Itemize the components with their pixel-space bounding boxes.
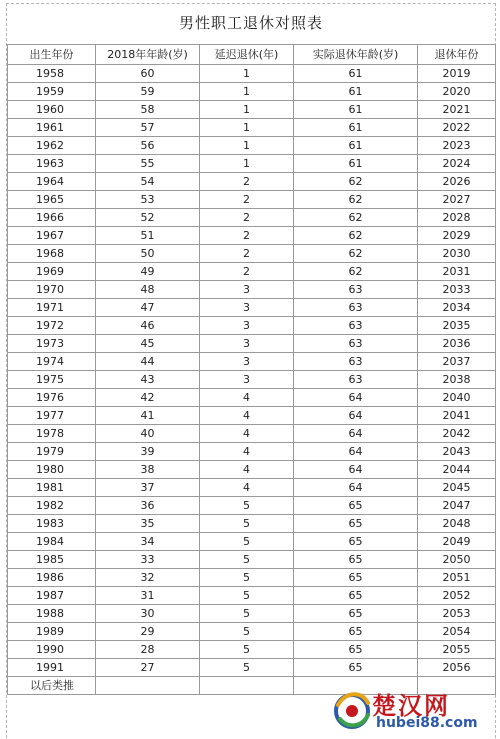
cell-birth-year: 1962 <box>8 137 96 155</box>
cell-retire-year: 2022 <box>418 119 496 137</box>
cell-age-2018: 50 <box>96 245 200 263</box>
cell-age-2018: 46 <box>96 317 200 335</box>
cell-age-2018: 39 <box>96 443 200 461</box>
cell-birth-year: 1986 <box>8 569 96 587</box>
cell-actual-retire-age: 61 <box>294 137 418 155</box>
table-row <box>8 317 496 335</box>
cell-delay-years: 1 <box>200 119 294 137</box>
table-row <box>8 65 496 83</box>
cell-delay-years: 1 <box>200 101 294 119</box>
cell-actual-retire-age: 61 <box>294 101 418 119</box>
table-row <box>8 335 496 353</box>
cell-retire-year: 2036 <box>418 335 496 353</box>
cell-actual-retire-age: 62 <box>294 173 418 191</box>
cell-age-2018: 48 <box>96 281 200 299</box>
cell-actual-retire-age: 61 <box>294 155 418 173</box>
cell-delay-years: 1 <box>200 83 294 101</box>
cell-birth-year: 1990 <box>8 641 96 659</box>
cell-retire-year: 2033 <box>418 281 496 299</box>
cell-actual-retire-age: 63 <box>294 335 418 353</box>
cell-birth-year: 1963 <box>8 155 96 173</box>
cell-retire-year: 2034 <box>418 299 496 317</box>
empty-cell <box>96 677 200 695</box>
table-row <box>8 479 496 497</box>
cell-actual-retire-age: 65 <box>294 515 418 533</box>
cell-delay-years: 3 <box>200 353 294 371</box>
cell-retire-year: 2042 <box>418 425 496 443</box>
cell-retire-year: 2024 <box>418 155 496 173</box>
cell-actual-retire-age: 62 <box>294 227 418 245</box>
table-row <box>8 119 496 137</box>
table-row <box>8 83 496 101</box>
cell-retire-year: 2021 <box>418 101 496 119</box>
table-row <box>8 245 496 263</box>
cell-actual-retire-age: 63 <box>294 371 418 389</box>
cell-age-2018: 53 <box>96 191 200 209</box>
cell-delay-years: 3 <box>200 281 294 299</box>
table-body <box>8 65 496 695</box>
cell-age-2018: 29 <box>96 623 200 641</box>
table-row <box>8 443 496 461</box>
cell-actual-retire-age: 65 <box>294 569 418 587</box>
cell-age-2018: 60 <box>96 65 200 83</box>
cell-birth-year: 1983 <box>8 515 96 533</box>
table-row <box>8 263 496 281</box>
cell-actual-retire-age: 65 <box>294 497 418 515</box>
cell-actual-retire-age: 65 <box>294 659 418 677</box>
cell-age-2018: 36 <box>96 497 200 515</box>
cell-birth-year: 1971 <box>8 299 96 317</box>
cell-age-2018: 34 <box>96 533 200 551</box>
cell-birth-year: 1966 <box>8 209 96 227</box>
cell-birth-year: 1964 <box>8 173 96 191</box>
cell-actual-retire-age: 64 <box>294 443 418 461</box>
cell-retire-year: 2043 <box>418 443 496 461</box>
cell-delay-years: 4 <box>200 461 294 479</box>
cell-actual-retire-age: 62 <box>294 191 418 209</box>
cell-retire-year: 2037 <box>418 353 496 371</box>
cell-birth-year: 1968 <box>8 245 96 263</box>
cell-retire-year: 2020 <box>418 83 496 101</box>
cell-age-2018: 49 <box>96 263 200 281</box>
cell-retire-year: 2044 <box>418 461 496 479</box>
cell-age-2018: 38 <box>96 461 200 479</box>
cell-delay-years: 3 <box>200 371 294 389</box>
cell-delay-years: 4 <box>200 389 294 407</box>
cell-actual-retire-age: 64 <box>294 461 418 479</box>
cell-age-2018: 58 <box>96 101 200 119</box>
cell-age-2018: 55 <box>96 155 200 173</box>
table-row <box>8 533 496 551</box>
cell-birth-year: 1985 <box>8 551 96 569</box>
cell-birth-year: 1973 <box>8 335 96 353</box>
cell-delay-years: 1 <box>200 65 294 83</box>
table-row <box>8 137 496 155</box>
cell-retire-year: 2029 <box>418 227 496 245</box>
cell-delay-years: 3 <box>200 335 294 353</box>
cell-delay-years: 2 <box>200 209 294 227</box>
cell-delay-years: 5 <box>200 659 294 677</box>
table-row <box>8 101 496 119</box>
cell-retire-year: 2035 <box>418 317 496 335</box>
cell-actual-retire-age: 61 <box>294 65 418 83</box>
cell-retire-year: 2053 <box>418 605 496 623</box>
cell-age-2018: 31 <box>96 587 200 605</box>
cell-birth-year: 1958 <box>8 65 96 83</box>
cell-age-2018: 32 <box>96 569 200 587</box>
cell-actual-retire-age: 64 <box>294 407 418 425</box>
watermark-site-name: 楚汉网 <box>372 692 450 720</box>
cell-age-2018: 52 <box>96 209 200 227</box>
cell-birth-year: 1991 <box>8 659 96 677</box>
cell-birth-year: 1975 <box>8 371 96 389</box>
cell-actual-retire-age: 63 <box>294 281 418 299</box>
cell-age-2018: 27 <box>96 659 200 677</box>
cell-age-2018: 30 <box>96 605 200 623</box>
cell-birth-year: 1976 <box>8 389 96 407</box>
cell-retire-year: 2054 <box>418 623 496 641</box>
cell-retire-year: 2055 <box>418 641 496 659</box>
cell-birth-year: 1959 <box>8 83 96 101</box>
cell-delay-years: 2 <box>200 227 294 245</box>
header-birth-year: 出生年份 <box>8 45 96 65</box>
cell-retire-year: 2052 <box>418 587 496 605</box>
table-row <box>8 623 496 641</box>
cell-birth-year: 1978 <box>8 425 96 443</box>
table-row <box>8 605 496 623</box>
cell-retire-year: 2049 <box>418 533 496 551</box>
header-row <box>8 45 496 65</box>
cell-retire-year: 2023 <box>418 137 496 155</box>
cell-age-2018: 57 <box>96 119 200 137</box>
cell-delay-years: 5 <box>200 551 294 569</box>
cell-delay-years: 3 <box>200 299 294 317</box>
cell-delay-years: 4 <box>200 407 294 425</box>
table-title: 男性职工退休对照表 <box>178 14 323 32</box>
cell-birth-year: 1972 <box>8 317 96 335</box>
cell-retire-year: 2040 <box>418 389 496 407</box>
header-retire-year: 退休年份 <box>418 45 496 65</box>
cell-delay-years: 1 <box>200 155 294 173</box>
footer-note: 以后类推 <box>8 677 96 695</box>
table-row <box>8 641 496 659</box>
cell-delay-years: 5 <box>200 569 294 587</box>
table-row <box>8 659 496 677</box>
table-row <box>8 515 496 533</box>
cell-age-2018: 54 <box>96 173 200 191</box>
cell-actual-retire-age: 65 <box>294 533 418 551</box>
cell-retire-year: 2030 <box>418 245 496 263</box>
cell-actual-retire-age: 61 <box>294 83 418 101</box>
header-actual-retire-age: 实际退休年龄(岁) <box>294 45 418 65</box>
cell-delay-years: 2 <box>200 263 294 281</box>
table-row <box>8 389 496 407</box>
table-row <box>8 569 496 587</box>
header-age-2018: 2018年年龄(岁) <box>96 45 200 65</box>
cell-birth-year: 1977 <box>8 407 96 425</box>
table-row <box>8 353 496 371</box>
cell-actual-retire-age: 63 <box>294 317 418 335</box>
cell-delay-years: 4 <box>200 425 294 443</box>
cell-delay-years: 3 <box>200 317 294 335</box>
cell-birth-year: 1988 <box>8 605 96 623</box>
cell-retire-year: 2027 <box>418 191 496 209</box>
cell-retire-year: 2019 <box>418 65 496 83</box>
site-logo-icon <box>328 685 376 733</box>
table-row <box>8 173 496 191</box>
cell-actual-retire-age: 65 <box>294 623 418 641</box>
cell-age-2018: 43 <box>96 371 200 389</box>
cell-actual-retire-age: 63 <box>294 299 418 317</box>
cell-retire-year: 2045 <box>418 479 496 497</box>
cell-age-2018: 56 <box>96 137 200 155</box>
cell-delay-years: 5 <box>200 497 294 515</box>
cell-age-2018: 41 <box>96 407 200 425</box>
cell-age-2018: 44 <box>96 353 200 371</box>
cell-actual-retire-age: 62 <box>294 263 418 281</box>
cell-retire-year: 2051 <box>418 569 496 587</box>
cell-delay-years: 5 <box>200 533 294 551</box>
cell-actual-retire-age: 65 <box>294 551 418 569</box>
table-row <box>8 425 496 443</box>
cell-birth-year: 1981 <box>8 479 96 497</box>
cell-delay-years: 5 <box>200 641 294 659</box>
cell-delay-years: 5 <box>200 587 294 605</box>
table-row <box>8 191 496 209</box>
cell-age-2018: 37 <box>96 479 200 497</box>
cell-birth-year: 1974 <box>8 353 96 371</box>
cell-retire-year: 2047 <box>418 497 496 515</box>
retirement-table <box>7 44 496 695</box>
cell-actual-retire-age: 65 <box>294 641 418 659</box>
cell-birth-year: 1979 <box>8 443 96 461</box>
cell-delay-years: 4 <box>200 479 294 497</box>
cell-age-2018: 51 <box>96 227 200 245</box>
cell-actual-retire-age: 63 <box>294 353 418 371</box>
cell-age-2018: 40 <box>96 425 200 443</box>
cell-birth-year: 1965 <box>8 191 96 209</box>
cell-retire-year: 2028 <box>418 209 496 227</box>
cell-retire-year: 2048 <box>418 515 496 533</box>
table-row <box>8 407 496 425</box>
cell-birth-year: 1967 <box>8 227 96 245</box>
table-row <box>8 587 496 605</box>
cell-birth-year: 1960 <box>8 101 96 119</box>
cell-actual-retire-age: 65 <box>294 605 418 623</box>
table-row <box>8 461 496 479</box>
cell-age-2018: 45 <box>96 335 200 353</box>
cell-delay-years: 2 <box>200 245 294 263</box>
table-row <box>8 209 496 227</box>
cell-age-2018: 33 <box>96 551 200 569</box>
cell-delay-years: 5 <box>200 623 294 641</box>
cell-delay-years: 4 <box>200 443 294 461</box>
cell-actual-retire-age: 62 <box>294 245 418 263</box>
cell-actual-retire-age: 64 <box>294 389 418 407</box>
cell-retire-year: 2050 <box>418 551 496 569</box>
cell-retire-year: 2038 <box>418 371 496 389</box>
cell-birth-year: 1984 <box>8 533 96 551</box>
cell-birth-year: 1961 <box>8 119 96 137</box>
table-row <box>8 299 496 317</box>
cell-age-2018: 28 <box>96 641 200 659</box>
table-row <box>8 227 496 245</box>
cell-actual-retire-age: 65 <box>294 587 418 605</box>
cell-retire-year: 2041 <box>418 407 496 425</box>
cell-birth-year: 1980 <box>8 461 96 479</box>
site-watermark <box>328 685 496 735</box>
cell-birth-year: 1987 <box>8 587 96 605</box>
cell-actual-retire-age: 62 <box>294 209 418 227</box>
header-delay-years: 延迟退休(年) <box>200 45 294 65</box>
cell-delay-years: 5 <box>200 515 294 533</box>
cell-delay-years: 5 <box>200 605 294 623</box>
table-row <box>8 497 496 515</box>
watermark-site-url: hubei88.com <box>376 715 478 731</box>
cell-delay-years: 1 <box>200 137 294 155</box>
cell-age-2018: 59 <box>96 83 200 101</box>
cell-retire-year: 2056 <box>418 659 496 677</box>
empty-cell <box>200 677 294 695</box>
cell-actual-retire-age: 61 <box>294 119 418 137</box>
document-sheet <box>6 3 496 738</box>
cell-birth-year: 1989 <box>8 623 96 641</box>
table-row <box>8 551 496 569</box>
cell-actual-retire-age: 64 <box>294 425 418 443</box>
cell-actual-retire-age: 64 <box>294 479 418 497</box>
table-row <box>8 371 496 389</box>
cell-retire-year: 2031 <box>418 263 496 281</box>
cell-birth-year: 1970 <box>8 281 96 299</box>
cell-birth-year: 1982 <box>8 497 96 515</box>
cell-delay-years: 2 <box>200 173 294 191</box>
table-row <box>8 155 496 173</box>
cell-delay-years: 2 <box>200 191 294 209</box>
table-row <box>8 281 496 299</box>
cell-age-2018: 42 <box>96 389 200 407</box>
cell-age-2018: 47 <box>96 299 200 317</box>
cell-retire-year: 2026 <box>418 173 496 191</box>
cell-age-2018: 35 <box>96 515 200 533</box>
cell-birth-year: 1969 <box>8 263 96 281</box>
